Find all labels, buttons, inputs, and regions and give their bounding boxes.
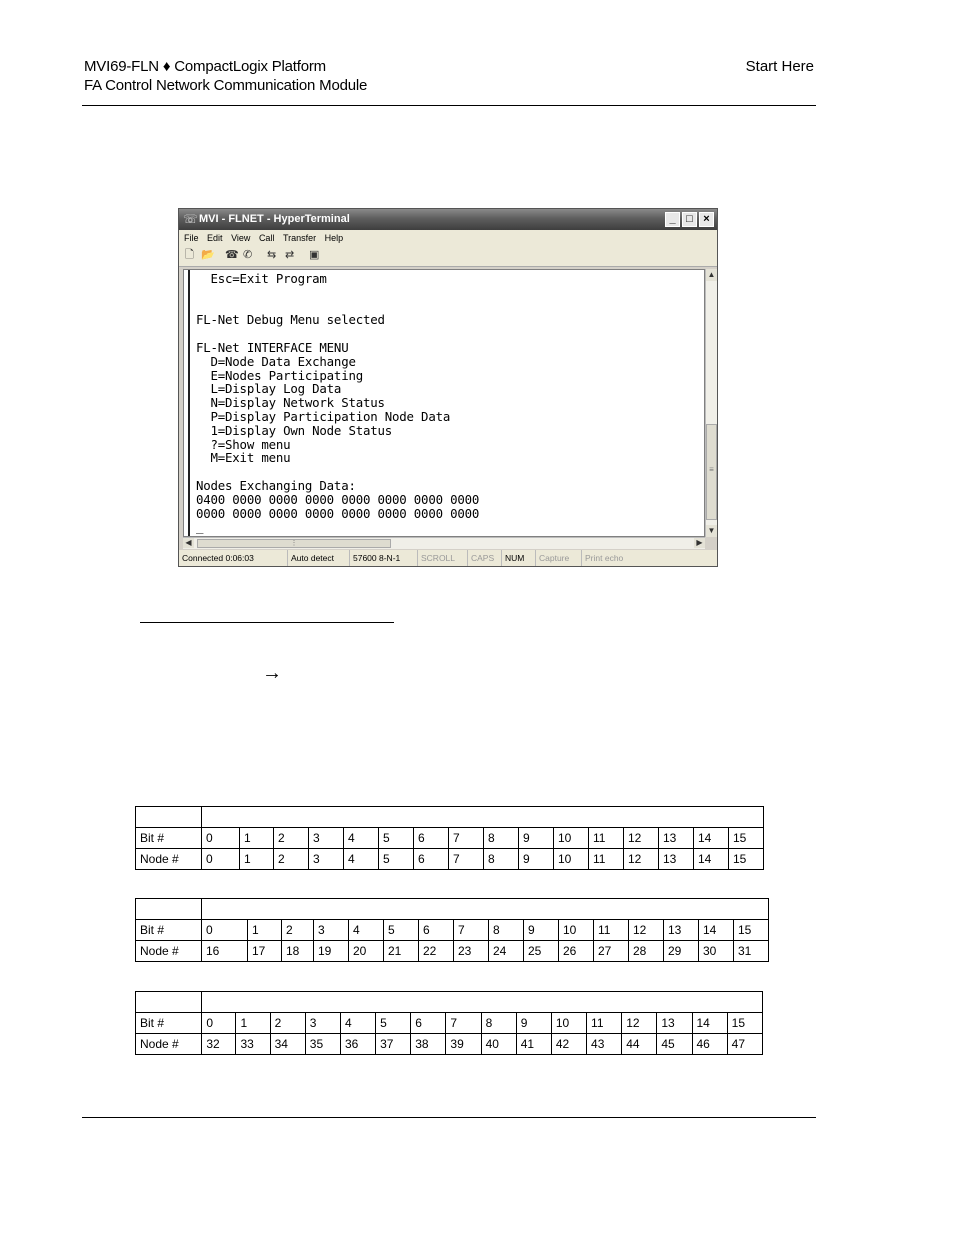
table-cell: 34 [270,1034,305,1055]
table-cell: 12 [629,920,664,941]
terminal-line: E=Nodes Participating [196,367,363,383]
table-header-row [136,992,763,1013]
status-capture: Capture [535,550,569,566]
table-cell: 1 [236,1013,270,1034]
menu-call[interactable]: Call [258,233,275,243]
table-cell: 17 [248,941,282,962]
terminal-screen[interactable] [183,269,705,537]
table-cell: 10 [559,920,594,941]
scroll-thumb[interactable]: ≡ [706,424,717,520]
table-cell: 27 [594,941,629,962]
table-cell: 5 [379,828,414,849]
table-cell: 12 [624,828,659,849]
table-cell: 41 [516,1034,551,1055]
table-cell: 9 [519,828,554,849]
maximize-icon[interactable]: □ [682,212,697,227]
table-cell: 24 [489,941,524,962]
table-cell: 15 [734,920,769,941]
table-cell: 14 [694,828,729,849]
table-cell: 6 [419,920,454,941]
table-cell: 14 [699,920,734,941]
table-cell: 7 [454,920,489,941]
terminal-edge [188,270,190,536]
table-cell: 14 [692,1013,727,1034]
caption-rule [140,622,394,623]
status-baud: 57600 8-N-1 [349,550,400,566]
table-cell: 36 [340,1034,375,1055]
window-titlebar [179,209,717,230]
receive-icon[interactable]: ⇄ [285,249,295,261]
table-cell: 40 [481,1034,516,1055]
table-cell: 11 [587,1013,622,1034]
terminal-line: Nodes Exchanging Data: [196,478,356,493]
table-cell: 32 [202,1034,236,1055]
table-cell: 6 [414,849,449,870]
table-cell: 0 [202,849,240,870]
row-label: Node # [136,941,202,962]
table-cell: 29 [664,941,699,962]
table-cell: 1 [240,849,274,870]
table-cell: 2 [270,1013,305,1034]
table-cell: 37 [376,1034,411,1055]
terminal-line: 1=Display Own Node Status [196,422,393,438]
hyperterminal-window [178,208,718,567]
table-cell: 2 [274,849,309,870]
table-cell: 44 [622,1034,657,1055]
row-label: Bit # [136,1013,202,1034]
table-cell: 10 [554,828,589,849]
properties-icon[interactable]: ▣ [309,249,320,261]
status-num: NUM [501,550,524,566]
table-cell: 28 [629,941,664,962]
table-header-value [202,807,764,828]
table-cell: 13 [659,828,694,849]
menu-help[interactable]: Help [324,233,344,243]
terminal-line: Esc=Exit Program [196,271,327,286]
table-cell: 1 [240,828,274,849]
table-cell: 0 [202,1013,236,1034]
header-product [84,57,367,95]
table-cell: 13 [664,920,699,941]
table-cell: 11 [589,849,624,870]
terminal-line: D=Node Data Exchange [196,353,356,369]
table-cell: 21 [384,941,419,962]
table-cell: 31 [734,941,769,962]
table-cell: 10 [554,849,589,870]
table-cell: 10 [551,1013,586,1034]
table-cell: 47 [727,1034,762,1055]
status-detect: Auto detect [287,550,334,566]
status-scroll: SCROLL [417,550,455,566]
menu-transfer[interactable]: Transfer [282,233,317,243]
table-cell: 0 [202,828,240,849]
table-cell: 45 [657,1034,692,1055]
table-cell: 4 [340,1013,375,1034]
table-cell: 38 [411,1034,446,1055]
table-cell: 19 [314,941,349,962]
table-cell: 3 [305,1013,340,1034]
table-cell: 1 [248,920,282,941]
row-label: Bit # [136,920,202,941]
table-header-label [136,899,202,920]
table-cell: 8 [484,828,519,849]
table-cell: 13 [657,1013,692,1034]
table-header-row [136,899,769,920]
header-line-2: FA Control Network Communication Module [84,77,368,94]
terminal-line: _ [196,519,204,535]
header-section: Start Here [745,58,814,75]
row-label: Node # [136,849,202,870]
menu-edit[interactable]: Edit [207,233,223,243]
node-table-2 [135,898,769,962]
table-row [136,1034,763,1055]
header-rule [82,105,816,106]
table-row [136,941,769,962]
table-cell: 8 [481,1013,516,1034]
table-cell: 15 [727,1013,762,1034]
arrow-icon: → [262,662,282,684]
table-cell: 43 [587,1034,622,1055]
table-row [136,1013,763,1034]
terminal-line: N=Display Network Status [196,395,385,411]
table-cell: 2 [274,828,309,849]
table-cell: 7 [449,828,484,849]
table-cell: 7 [449,849,484,870]
scroll-right-icon[interactable]: ▶ [694,538,705,548]
table-row [136,920,769,941]
table-cell: 3 [314,920,349,941]
table-cell: 25 [524,941,559,962]
table-cell: 33 [236,1034,270,1055]
table-cell: 6 [411,1013,446,1034]
table-cell: 18 [282,941,314,962]
table-cell: 12 [622,1013,657,1034]
table-cell: 8 [489,920,524,941]
table-cell: 9 [519,849,554,870]
table-header-label [136,992,202,1013]
terminal-line: ?=Show menu [196,436,291,452]
table-cell: 20 [349,941,384,962]
toolbar [179,246,717,267]
scroll-down-icon[interactable]: ▼ [707,526,716,535]
table-cell: 42 [551,1034,586,1055]
vertical-scrollbar[interactable] [705,269,717,537]
table-cell: 4 [344,849,379,870]
connect-icon[interactable]: ☎ [225,249,239,261]
table-cell: 9 [516,1013,551,1034]
table-cell: 12 [624,849,659,870]
table-cell: 11 [589,828,624,849]
table-cell: 23 [454,941,489,962]
table-cell: 4 [344,828,379,849]
menu-file[interactable]: File [184,233,199,243]
table-cell: 13 [659,849,694,870]
table-cell: 30 [699,941,734,962]
table-header-row [136,807,764,828]
app-icon: ☏ [183,212,199,226]
horizontal-scrollbar[interactable] [183,537,705,549]
table-cell: 35 [305,1034,340,1055]
table-cell: 22 [419,941,454,962]
close-icon[interactable]: × [699,212,714,227]
hscroll-thumb[interactable]: ⋮ [197,539,391,548]
terminal-line: FL-Net Debug Menu selected [196,312,385,328]
node-table-3 [135,991,763,1055]
table-cell: 5 [384,920,419,941]
minimize-icon[interactable]: _ [665,212,680,227]
table-cell: 3 [309,849,344,870]
table-header-label [136,807,202,828]
table-row [136,849,764,870]
terminal-line: 0000 0000 0000 0000 0000 0000 0000 0000 [196,505,480,521]
row-label: Node # [136,1034,202,1055]
window-title: MVI - FLNET - HyperTerminal [199,213,350,225]
menu-view[interactable]: View [231,233,251,243]
table-cell: 6 [414,828,449,849]
header-line-1: MVI69-FLN ♦ CompactLogix Platform [84,58,326,75]
terminal-line: 0400 0000 0000 0000 0000 0000 0000 0000 [196,491,480,507]
table-cell: 16 [202,941,248,962]
table-cell: 5 [376,1013,411,1034]
node-table-1 [135,806,764,870]
table-cell: 3 [309,828,344,849]
terminal-line: L=Display Log Data [196,381,342,397]
table-cell: 15 [729,828,764,849]
status-bar [179,550,717,566]
scroll-up-icon[interactable]: ▲ [707,270,716,279]
table-cell: 14 [694,849,729,870]
table-cell: 7 [446,1013,481,1034]
terminal-line: M=Exit menu [196,450,291,466]
send-icon[interactable]: ⇆ [267,249,277,261]
table-cell: 26 [559,941,594,962]
table-cell: 8 [484,849,519,870]
menu-bar [179,230,717,246]
terminal-line: P=Display Participation Node Data [196,409,451,424]
table-cell: 2 [282,920,314,941]
table-cell: 9 [524,920,559,941]
table-cell: 4 [349,920,384,941]
terminal-line: FL-Net INTERFACE MENU [196,340,349,355]
table-cell: 11 [594,920,629,941]
scroll-left-icon[interactable]: ◀ [183,538,194,548]
status-caps: CAPS [467,550,494,566]
table-cell: 46 [692,1034,727,1055]
disconnect-icon[interactable]: ✆ [243,249,253,261]
status-print-echo: Print echo [581,550,623,566]
table-row [136,828,764,849]
table-header-value [202,992,763,1013]
row-label: Bit # [136,828,202,849]
table-cell: 0 [202,920,248,941]
table-cell: 15 [729,849,764,870]
open-icon[interactable]: 📂 [201,249,215,261]
table-cell: 5 [379,849,414,870]
table-cell: 39 [446,1034,481,1055]
new-icon[interactable]: 🗋 [185,249,194,261]
footer-rule [82,1117,816,1118]
table-header-value [202,899,769,920]
status-connected: Connected 0:06:03 [182,553,254,563]
